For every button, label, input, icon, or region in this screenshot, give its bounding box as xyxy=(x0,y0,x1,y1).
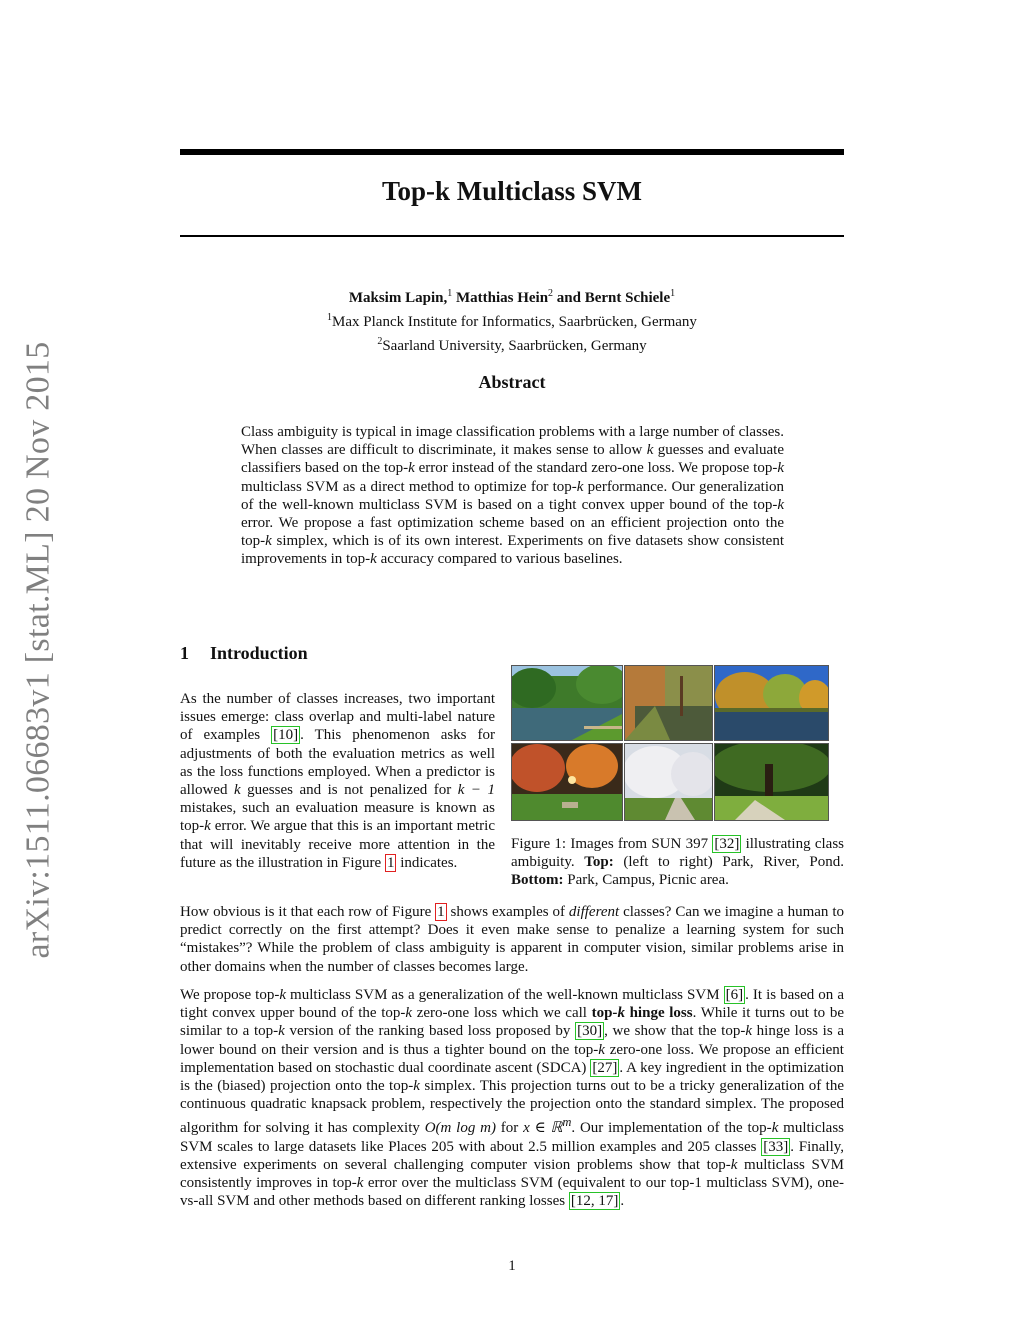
page-number: 1 xyxy=(508,1258,516,1274)
photo-campus xyxy=(624,743,713,821)
photo-picnic-area xyxy=(714,743,829,821)
citation-link[interactable]: [6] xyxy=(725,987,744,1003)
photo-pond xyxy=(714,665,829,741)
abstract-heading: Abstract xyxy=(478,372,546,392)
title-bottom-rule xyxy=(180,235,844,237)
section-heading-introduction: 1 Introduction xyxy=(180,643,308,663)
citation-link[interactable]: [33] xyxy=(763,1138,789,1155)
citation-link[interactable]: [27] xyxy=(592,1059,618,1076)
affiliation-1: $^1$Max Planck Institute for Informatics, Saarbrücken, Germany xyxy=(327,312,697,330)
intro-paragraph-3: We propose top-k multiclass SVM as a generalization of the well-known multiclass SVM [6] . It is based on a tight convex upper bound of the top-k zero-one loss which we call top-k hinge loss. While it turns out to be similar to a top-k version of the ranking based loss proposed by [30] , we show that the top-k hinge loss is a lower bound on their version and is thus a tighter bound on the top-k zero-one loss. We propose an efficient implementation based on stochastic dual coordinate ascent (SDCA) [27] . A key ingredient in the optimization is the (biased) projection onto the top-k simplex. This projection turns out to be a tricky generalization of the continuous quadratic knapsack problem, respectively the projection onto the standard simplex. The proposed algorithm for solving it has complexity O(m log m) for x ∈ ℝ$^m$. Our implementation of the top-k multiclass SVM scales to large datasets like Places 205 with about 2.5 million examples and 205 classes [33] . Finally, extensive experiments on several challenging computer vision problems show that top-k multiclass SVM consistently improves in top-k error over the multiclass SVM (equivalent to our top-1 multiclass SVM), one-vs-all SVM and other methods based on different ranking losses [12, 17] . xyxy=(180,987,845,1210)
figure-reference-link[interactable]: 1 xyxy=(386,854,395,871)
author-block xyxy=(180,284,844,356)
arxiv-identifier-text: arXiv:1511.06683v1 [stat.ML] 20 Nov 2015 xyxy=(19,341,57,959)
author-names: Maksim Lapin,$^1$ Matthias Hein$^2$ and Bernt Schiele$^1$ xyxy=(348,288,676,306)
affiliation-2: $^2$Saarland University, Saarbrücken, Germany xyxy=(377,336,647,354)
intro-paragraph-2: How obvious is it that each row of Figure 1 shows examples of different classes? Can we imagine a human to predict correctly on the first attempt? Does it even make sense to penalize a learning system for such “mistakes”? While the problem of class ambiguity is apparent in computer vision, similar problems arise in other domains when the number of classes becomes large. xyxy=(180,904,844,975)
photo-park-top xyxy=(511,665,623,741)
title-top-rule xyxy=(180,149,844,155)
figure-reference-link[interactable]: 1 xyxy=(437,904,445,920)
citation-link[interactable]: [12, 17] xyxy=(570,1193,619,1210)
photo-river xyxy=(624,665,713,741)
arxiv-identifier-stamp xyxy=(8,340,68,960)
intro-paragraph-1: As the number of classes increases, two important issues emerge: class overlap and multi-label nature of examples [10] . This phenomenon asks for adjustments of both the evaluation metrics as well as the loss functions employed. When a predictor is allowed k guesses and is not penalized for k − 1 mistakes, such an evaluation measure is known as top-k error. We argue that this is an important metric that will inevitably receive more attention in the future as the illustration in Figure 1 indicates. xyxy=(180,691,496,871)
citation-link[interactable]: [32] xyxy=(714,836,740,852)
photo-park-bottom xyxy=(511,743,623,821)
citation-link[interactable]: [10] xyxy=(273,727,299,744)
paper-title: Top-k Multiclass SVM xyxy=(381,176,643,206)
figure-1-caption: Figure 1: Images from SUN 397 [32] illustrating class ambiguity. Top: (left to right) Park, River, Pond. Bottom: Park, Campus, Picnic area. xyxy=(511,836,845,889)
figure-1-image-grid xyxy=(511,665,828,821)
abstract-text: Class ambiguity is typical in image classification problems with a large number of classes. When classes are difficult to discriminate, it makes sense to allow k guesses and evaluate classifiers based on the top-k error instead of the standard zero-one loss. We propose top-k multiclass SVM as a direct method to optimize for top-k performance. Our generalization of the well-known multiclass SVM is based on a tight convex upper bound of the top-k error. We propose a fast optimization scheme based on an efficient projection onto the top-k simplex, which is of its own interest. Experiments on five datasets show consistent improvements in top-k accuracy compared to various baselines. xyxy=(241,424,785,568)
citation-link[interactable]: [30] xyxy=(577,1023,603,1040)
